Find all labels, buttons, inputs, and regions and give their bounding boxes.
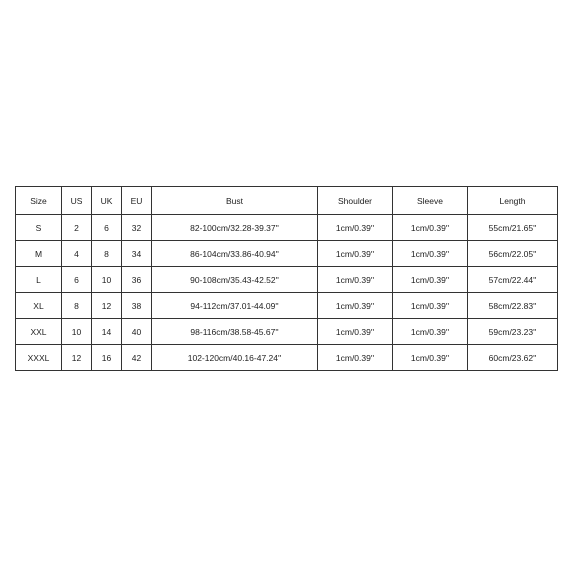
cell-sleeve: 1cm/0.39'' bbox=[393, 215, 468, 241]
cell-shoulder: 1cm/0.39'' bbox=[318, 293, 393, 319]
cell-size: L bbox=[16, 267, 62, 293]
cell-eu: 36 bbox=[122, 267, 152, 293]
cell-eu: 32 bbox=[122, 215, 152, 241]
cell-eu: 42 bbox=[122, 345, 152, 371]
header-eu: EU bbox=[122, 187, 152, 215]
table-row bbox=[16, 345, 558, 371]
cell-size: XL bbox=[16, 293, 62, 319]
cell-length: 60cm/23.62'' bbox=[468, 345, 558, 371]
cell-bust: 98-116cm/38.58-45.67'' bbox=[152, 319, 318, 345]
cell-size: S bbox=[16, 215, 62, 241]
cell-eu: 40 bbox=[122, 319, 152, 345]
cell-length: 55cm/21.65'' bbox=[468, 215, 558, 241]
table-row bbox=[16, 241, 558, 267]
header-size: Size bbox=[16, 187, 62, 215]
cell-bust: 102-120cm/40.16-47.24'' bbox=[152, 345, 318, 371]
cell-uk: 10 bbox=[92, 267, 122, 293]
cell-bust: 82-100cm/32.28-39.37'' bbox=[152, 215, 318, 241]
cell-shoulder: 1cm/0.39'' bbox=[318, 215, 393, 241]
header-sleeve: Sleeve bbox=[393, 187, 468, 215]
cell-uk: 16 bbox=[92, 345, 122, 371]
cell-us: 4 bbox=[62, 241, 92, 267]
cell-size: XXL bbox=[16, 319, 62, 345]
header-uk: UK bbox=[92, 187, 122, 215]
cell-uk: 6 bbox=[92, 215, 122, 241]
header-length: Length bbox=[468, 187, 558, 215]
cell-us: 6 bbox=[62, 267, 92, 293]
cell-shoulder: 1cm/0.39'' bbox=[318, 345, 393, 371]
header-us: US bbox=[62, 187, 92, 215]
cell-shoulder: 1cm/0.39'' bbox=[318, 319, 393, 345]
cell-sleeve: 1cm/0.39'' bbox=[393, 267, 468, 293]
cell-sleeve: 1cm/0.39'' bbox=[393, 241, 468, 267]
cell-bust: 90-108cm/35.43-42.52'' bbox=[152, 267, 318, 293]
cell-size: XXXL bbox=[16, 345, 62, 371]
cell-us: 2 bbox=[62, 215, 92, 241]
size-chart-table bbox=[15, 186, 558, 371]
cell-us: 8 bbox=[62, 293, 92, 319]
cell-length: 57cm/22.44'' bbox=[468, 267, 558, 293]
table-row bbox=[16, 215, 558, 241]
cell-eu: 34 bbox=[122, 241, 152, 267]
cell-us: 10 bbox=[62, 319, 92, 345]
cell-bust: 94-112cm/37.01-44.09'' bbox=[152, 293, 318, 319]
cell-length: 59cm/23.23'' bbox=[468, 319, 558, 345]
cell-uk: 8 bbox=[92, 241, 122, 267]
cell-sleeve: 1cm/0.39'' bbox=[393, 345, 468, 371]
header-bust: Bust bbox=[152, 187, 318, 215]
cell-uk: 14 bbox=[92, 319, 122, 345]
cell-shoulder: 1cm/0.39'' bbox=[318, 267, 393, 293]
cell-uk: 12 bbox=[92, 293, 122, 319]
cell-us: 12 bbox=[62, 345, 92, 371]
cell-sleeve: 1cm/0.39'' bbox=[393, 293, 468, 319]
header-shoulder: Shoulder bbox=[318, 187, 393, 215]
cell-shoulder: 1cm/0.39'' bbox=[318, 241, 393, 267]
cell-length: 56cm/22.05'' bbox=[468, 241, 558, 267]
table-row bbox=[16, 293, 558, 319]
table-row bbox=[16, 319, 558, 345]
cell-bust: 86-104cm/33.86-40.94'' bbox=[152, 241, 318, 267]
header-row bbox=[16, 187, 558, 215]
cell-eu: 38 bbox=[122, 293, 152, 319]
cell-size: M bbox=[16, 241, 62, 267]
cell-sleeve: 1cm/0.39'' bbox=[393, 319, 468, 345]
table-row bbox=[16, 267, 558, 293]
cell-length: 58cm/22.83'' bbox=[468, 293, 558, 319]
